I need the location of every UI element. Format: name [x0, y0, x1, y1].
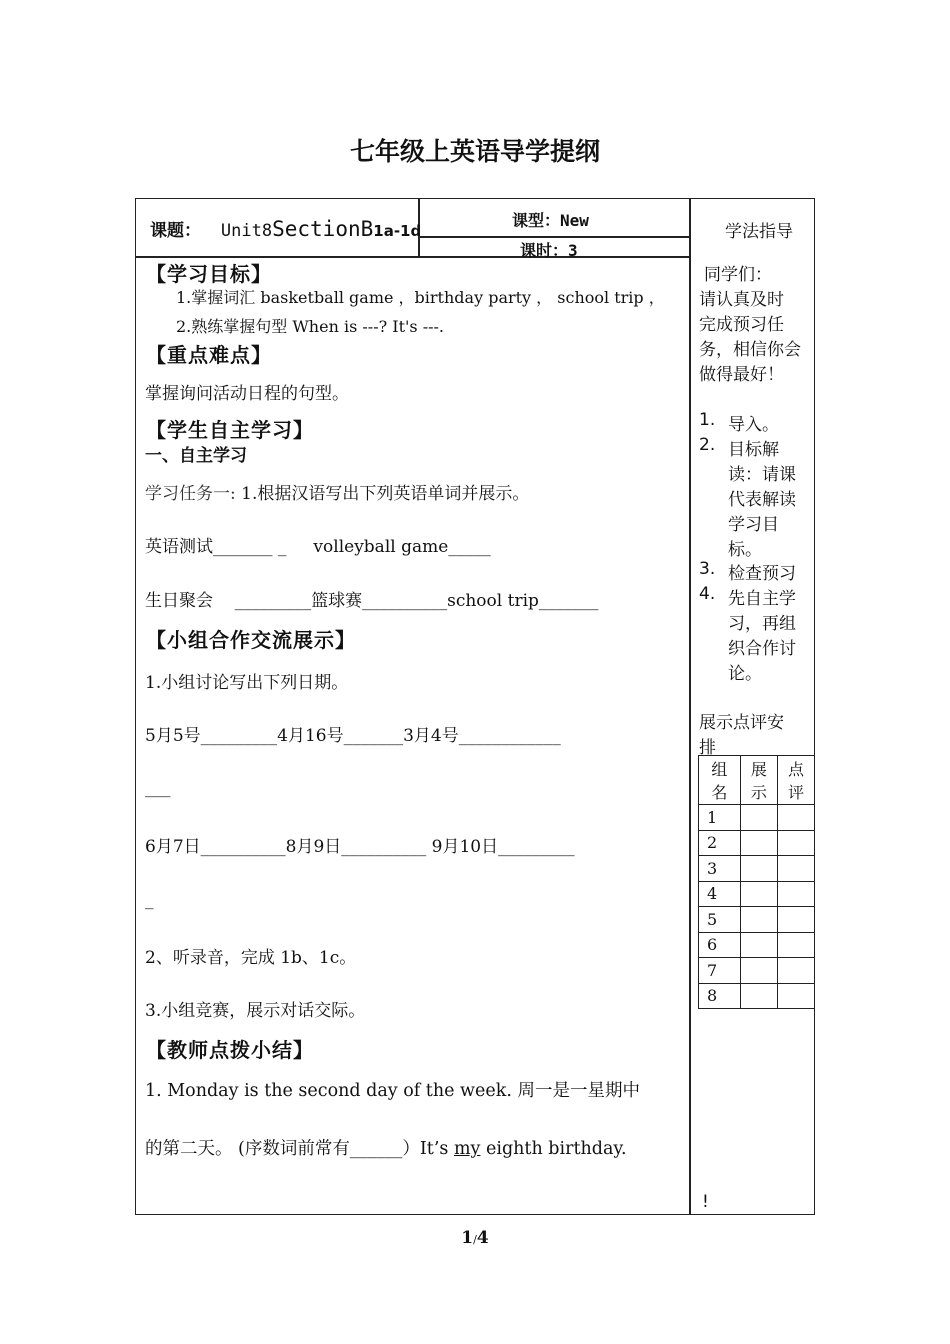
- guide-label: 学法指导: [725, 222, 793, 242]
- show-cell[interactable]: [740, 907, 777, 933]
- table-row: [699, 958, 815, 984]
- contest-task: 3.小组竞赛，展示对话交际。: [145, 1001, 366, 1021]
- page-number: [0, 1228, 950, 1248]
- group-title: 【小组合作交流展示】: [146, 628, 356, 652]
- head-review: 点 评: [777, 756, 814, 805]
- listen-task: 2、听录音，完成 1b、1c。: [145, 948, 357, 968]
- step-1-text: 导入。: [728, 415, 779, 435]
- step-1-num: 1.: [699, 410, 716, 430]
- table-row: [699, 830, 815, 856]
- review-label-2: 排: [699, 738, 716, 758]
- summary-my: my: [453, 1139, 481, 1159]
- topic-unit: Unit8: [220, 221, 273, 241]
- show-cell[interactable]: [740, 983, 777, 1009]
- sidebar-encourage-2: 完成预习任: [699, 315, 784, 335]
- group-number: 1: [699, 805, 741, 831]
- review-cell[interactable]: [777, 932, 814, 958]
- type-label: 课型：New: [512, 211, 589, 230]
- sidebar-end-mark: !: [702, 1192, 709, 1212]
- summary-line-1: 1. Monday is the second day of the week. 周一是一星期中: [145, 1081, 640, 1101]
- step-2-line-5: 标。: [728, 540, 762, 560]
- step-3-text: 检查预习: [728, 564, 796, 584]
- goal-2: 2.熟练掌握句型 When is ---? It's ---.: [176, 317, 445, 336]
- task-text: 1.根据汉语写出下列英语单词并展示。: [241, 484, 530, 504]
- review-table: [698, 755, 815, 1009]
- show-cell[interactable]: [740, 932, 777, 958]
- vocab-line-1: 英语测试_______ _ volleyball game_____: [145, 537, 491, 557]
- review-cell[interactable]: [777, 983, 814, 1009]
- task-one: [145, 479, 529, 504]
- key-text: 掌握询问活动日程的句型。: [145, 384, 349, 404]
- step-4-num: 4.: [699, 584, 716, 604]
- group-number: 3: [699, 856, 741, 882]
- table-row: [699, 856, 815, 882]
- review-cell[interactable]: [777, 856, 814, 882]
- sidebar-encourage-3: 务，相信你会: [699, 340, 801, 360]
- dates-line-2-tail: _: [145, 890, 154, 910]
- goals-title: 【学习目标】: [146, 262, 272, 286]
- table-row: [699, 907, 815, 933]
- teacher-title: 【教师点拨小结】: [146, 1038, 314, 1062]
- step-4-line-1: 先自主学: [728, 589, 796, 609]
- sidebar-encourage-1: 请认真及时: [699, 290, 784, 310]
- group-number: 5: [699, 907, 741, 933]
- summary-line-2-b: eighth birthday.: [480, 1139, 627, 1159]
- table-row: [699, 881, 815, 907]
- show-cell[interactable]: [740, 805, 777, 831]
- group-number: 2: [699, 830, 741, 856]
- self-study-sub: 一、自主学习: [145, 446, 247, 466]
- review-table-header: [699, 756, 815, 805]
- head-group: 组 名: [699, 756, 741, 805]
- key-title: 【重点难点】: [146, 343, 272, 367]
- task-prefix: 学习任务一:: [145, 484, 242, 504]
- review-cell[interactable]: [777, 958, 814, 984]
- step-4-line-4: 论。: [728, 664, 762, 684]
- review-label-1: 展示点评安: [699, 713, 784, 733]
- review-cell[interactable]: [777, 881, 814, 907]
- group-task: 1.小组讨论写出下列日期。: [145, 673, 349, 693]
- self-study-title: 【学生自主学习】: [146, 418, 314, 442]
- show-cell[interactable]: [740, 881, 777, 907]
- page-total: 4: [476, 1228, 489, 1248]
- dates-line-1: 5月5号_________4月16号_______3月4号____________: [145, 726, 561, 746]
- show-cell[interactable]: [740, 856, 777, 882]
- head-show: 展 示: [740, 756, 777, 805]
- topic-label: 课题：: [150, 221, 201, 241]
- summary-line-2-a: 的第二天。 (序数词前常有______）It’s: [145, 1139, 454, 1159]
- show-cell[interactable]: [740, 958, 777, 984]
- period-label: 课时：3: [520, 241, 578, 260]
- step-4-line-2: 习，再组: [728, 614, 796, 634]
- review-cell[interactable]: [777, 830, 814, 856]
- table-row: [699, 805, 815, 831]
- dates-line-1-tail: ___: [145, 778, 171, 798]
- group-number: 7: [699, 958, 741, 984]
- topic-section: SectionB: [272, 217, 374, 241]
- step-2-line-2: 读：请课: [728, 465, 796, 485]
- step-2-num: 2.: [699, 435, 716, 455]
- goal-1: 1.掌握词汇 basketball game ，birthday party ， school trip ，: [176, 288, 665, 307]
- step-2-line-1: 目标解: [728, 440, 779, 460]
- topic-part: 1a-1d: [373, 222, 422, 240]
- vocab-line-2: 生日聚会 _________篮球赛__________school trip_______: [145, 591, 599, 611]
- show-cell[interactable]: [740, 830, 777, 856]
- step-2-line-4: 学习目: [728, 515, 779, 535]
- page-separator: /: [473, 1233, 477, 1246]
- table-row: [699, 983, 815, 1009]
- col-divider-main: [689, 198, 691, 1215]
- group-number: 4: [699, 881, 741, 907]
- group-number: 8: [699, 983, 741, 1009]
- review-cell[interactable]: [777, 805, 814, 831]
- summary-line-2: [145, 1135, 627, 1160]
- step-2-line-3: 代表解读: [728, 490, 796, 510]
- table-row: [699, 932, 815, 958]
- sidebar-greeting: 同学们：: [704, 265, 772, 285]
- group-number: 6: [699, 932, 741, 958]
- page-current: 1: [461, 1228, 474, 1248]
- page-title: 七年级上英语导学提纲: [349, 137, 600, 166]
- step-4-line-3: 织合作讨: [728, 639, 796, 659]
- dates-line-2: 6月7日__________8月9日__________ 9月10日_________: [145, 837, 575, 857]
- topic-cell: [150, 216, 421, 241]
- sidebar-encourage-4: 做得最好！: [699, 365, 784, 385]
- review-cell[interactable]: [777, 907, 814, 933]
- step-3-num: 3.: [699, 559, 716, 579]
